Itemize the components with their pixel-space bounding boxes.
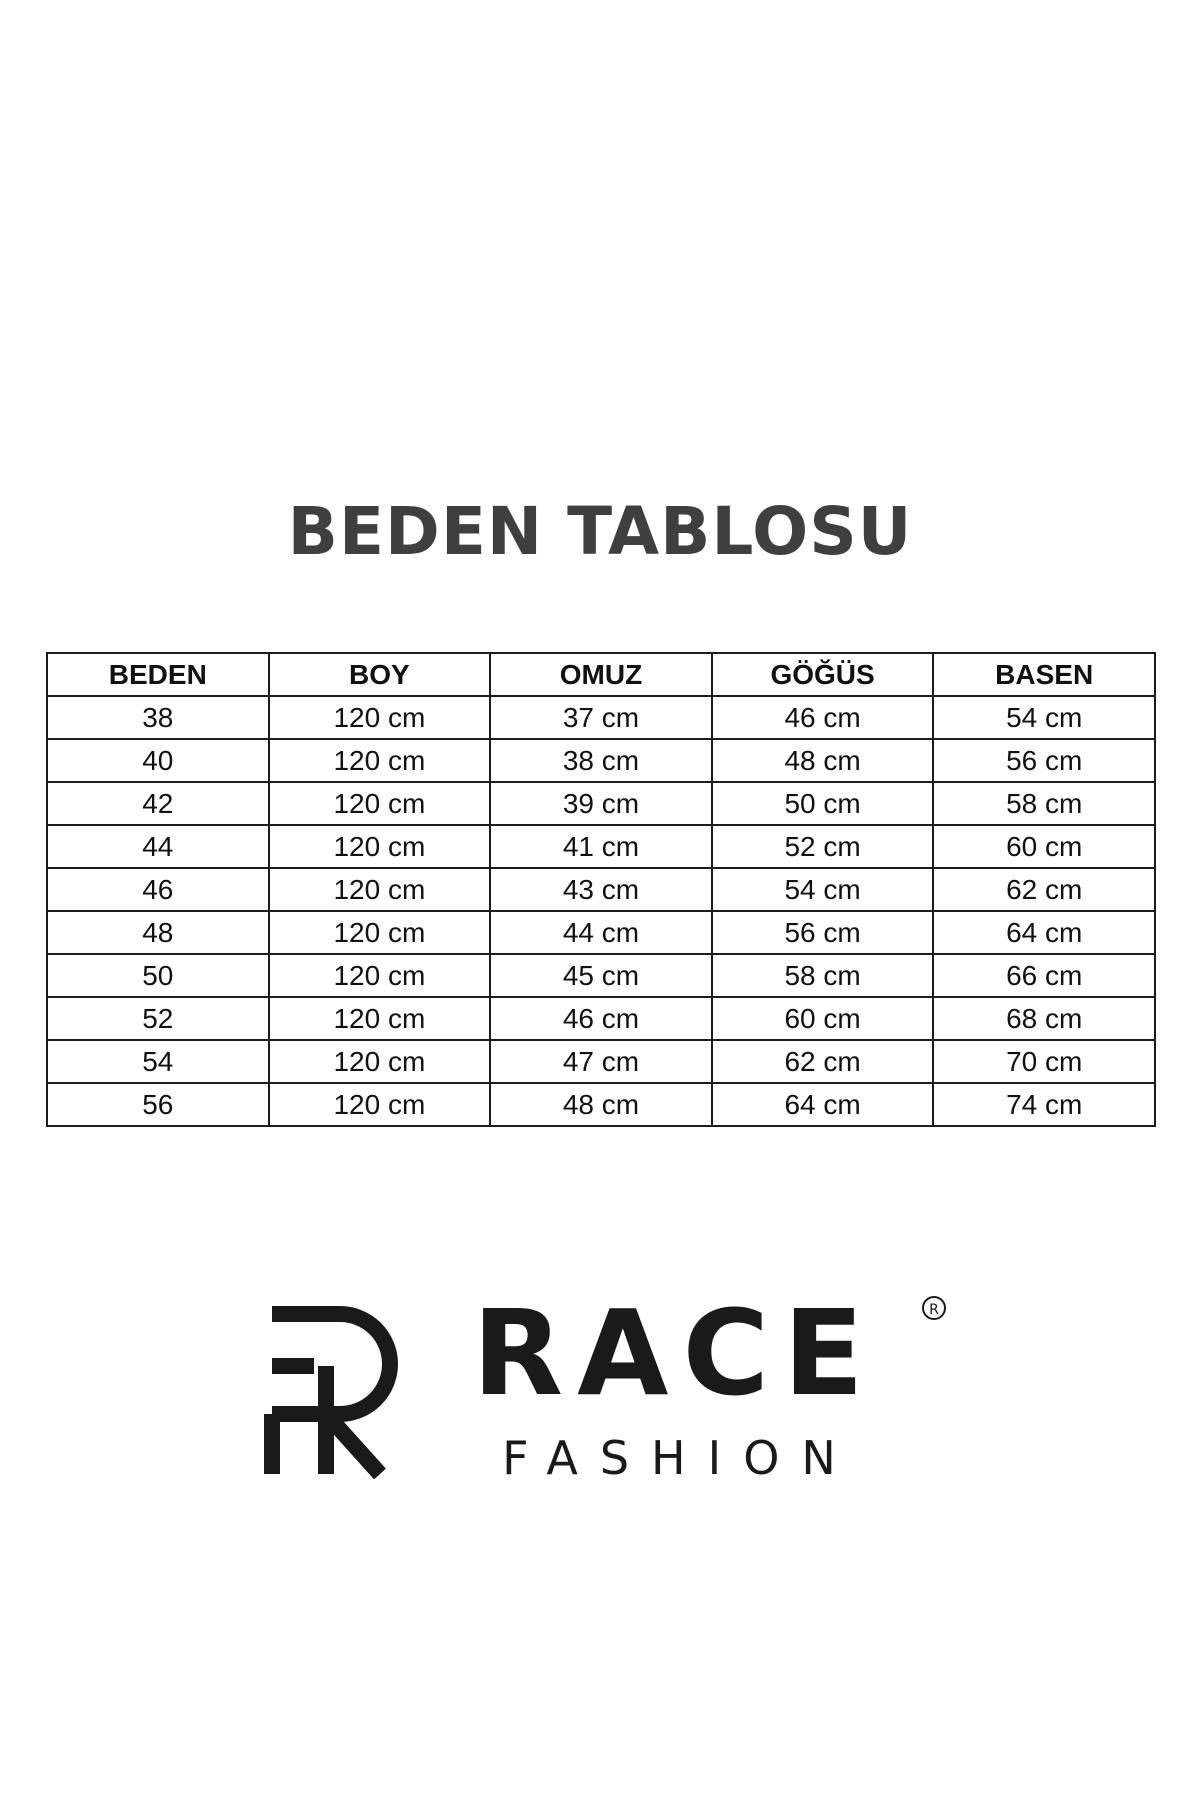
header-omuz: OMUZ xyxy=(490,653,712,696)
table-row xyxy=(47,1040,1155,1083)
logo-wordmark: RACE xyxy=(472,1290,878,1422)
cell-gogus: 54 cm xyxy=(712,868,934,911)
cell-boy: 120 cm xyxy=(269,825,491,868)
cell-gogus: 60 cm xyxy=(712,997,934,1040)
cell-basen: 54 cm xyxy=(933,696,1155,739)
cell-beden: 46 xyxy=(47,868,269,911)
cell-boy: 120 cm xyxy=(269,1083,491,1126)
cell-gogus: 50 cm xyxy=(712,782,934,825)
page-title: BEDEN TABLOSU xyxy=(287,493,913,571)
cell-beden: 52 xyxy=(47,997,269,1040)
registered-mark-icon xyxy=(923,1297,945,1319)
cell-gogus: 46 cm xyxy=(712,696,934,739)
cell-basen: 58 cm xyxy=(933,782,1155,825)
cell-gogus: 48 cm xyxy=(712,739,934,782)
cell-boy: 120 cm xyxy=(269,696,491,739)
cell-basen: 68 cm xyxy=(933,997,1155,1040)
cell-gogus: 62 cm xyxy=(712,1040,934,1083)
cell-boy: 120 cm xyxy=(269,868,491,911)
cell-beden: 40 xyxy=(47,739,269,782)
cell-omuz: 45 cm xyxy=(490,954,712,997)
cell-gogus: 58 cm xyxy=(712,954,934,997)
cell-beden: 38 xyxy=(47,696,269,739)
header-gogus: GÖĞÜS xyxy=(712,653,934,696)
cell-omuz: 46 cm xyxy=(490,997,712,1040)
table-row xyxy=(47,954,1155,997)
cell-omuz: 47 cm xyxy=(490,1040,712,1083)
cell-boy: 120 cm xyxy=(269,911,491,954)
cell-basen: 56 cm xyxy=(933,739,1155,782)
logo-subtitle: FASHION xyxy=(502,1431,858,1485)
cell-beden: 42 xyxy=(47,782,269,825)
size-table xyxy=(46,652,1156,1127)
table-row xyxy=(47,825,1155,868)
cell-boy: 120 cm xyxy=(269,997,491,1040)
table-header-row xyxy=(47,653,1155,696)
table-row xyxy=(47,696,1155,739)
table-row xyxy=(47,997,1155,1040)
cell-basen: 70 cm xyxy=(933,1040,1155,1083)
table-row xyxy=(47,739,1155,782)
cell-basen: 74 cm xyxy=(933,1083,1155,1126)
cell-omuz: 38 cm xyxy=(490,739,712,782)
cell-boy: 120 cm xyxy=(269,954,491,997)
fr-monogram-icon xyxy=(272,1314,390,1474)
race-fashion-logo xyxy=(260,1290,960,1490)
cell-gogus: 52 cm xyxy=(712,825,934,868)
registered-letter: R xyxy=(929,1302,939,1318)
cell-beden: 50 xyxy=(47,954,269,997)
cell-omuz: 48 cm xyxy=(490,1083,712,1126)
cell-basen: 64 cm xyxy=(933,911,1155,954)
cell-gogus: 56 cm xyxy=(712,911,934,954)
cell-beden: 54 xyxy=(47,1040,269,1083)
cell-omuz: 43 cm xyxy=(490,868,712,911)
header-basen: BASEN xyxy=(933,653,1155,696)
table-row xyxy=(47,868,1155,911)
cell-beden: 56 xyxy=(47,1083,269,1126)
table-row xyxy=(47,1083,1155,1126)
table-row xyxy=(47,782,1155,825)
cell-omuz: 44 cm xyxy=(490,911,712,954)
cell-omuz: 41 cm xyxy=(490,825,712,868)
cell-basen: 60 cm xyxy=(933,825,1155,868)
table-row xyxy=(47,911,1155,954)
cell-basen: 62 cm xyxy=(933,868,1155,911)
header-boy: BOY xyxy=(269,653,491,696)
cell-omuz: 39 cm xyxy=(490,782,712,825)
cell-boy: 120 cm xyxy=(269,739,491,782)
cell-gogus: 64 cm xyxy=(712,1083,934,1126)
cell-boy: 120 cm xyxy=(269,782,491,825)
header-beden: BEDEN xyxy=(47,653,269,696)
cell-boy: 120 cm xyxy=(269,1040,491,1083)
cell-omuz: 37 cm xyxy=(490,696,712,739)
cell-beden: 48 xyxy=(47,911,269,954)
cell-basen: 66 cm xyxy=(933,954,1155,997)
cell-beden: 44 xyxy=(47,825,269,868)
